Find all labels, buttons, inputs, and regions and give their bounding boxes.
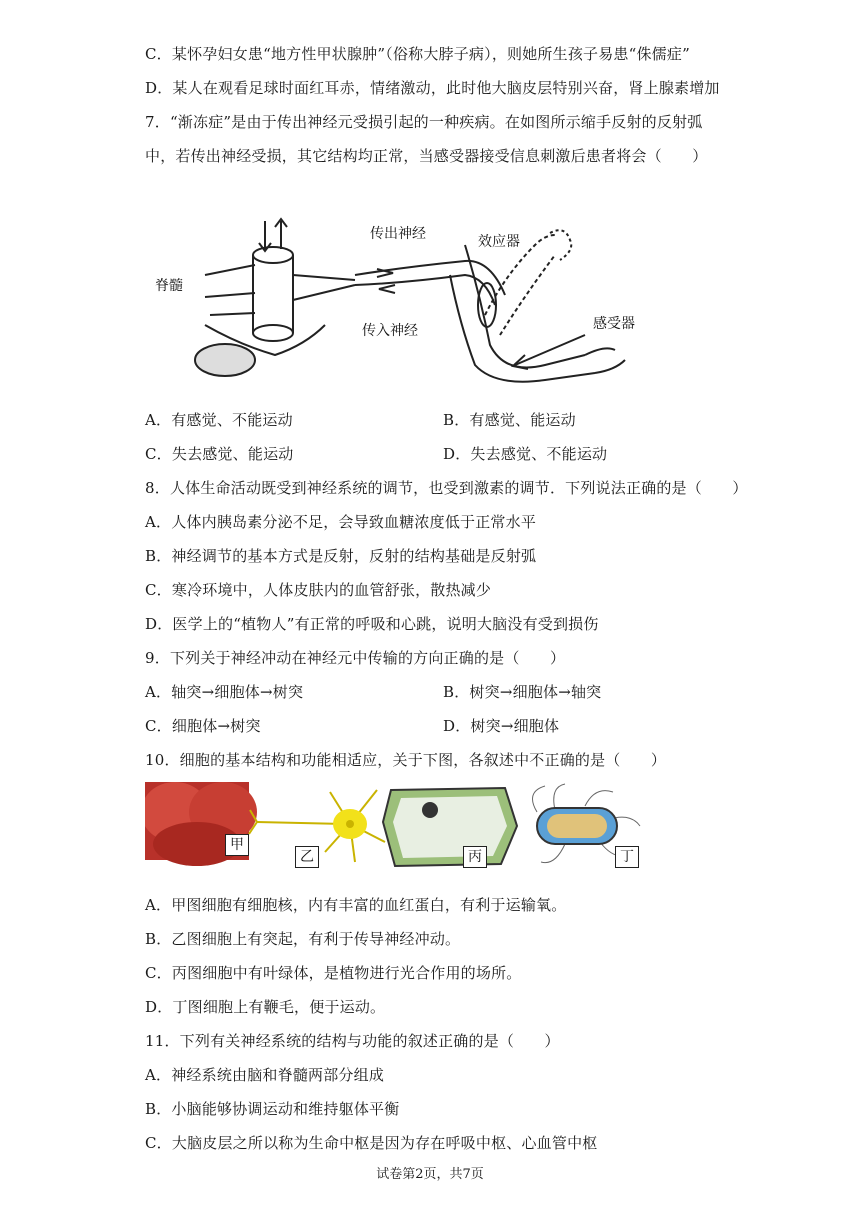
label-efferent-nerve: 传出神经 — [370, 226, 426, 242]
q10-option-b: B．乙图细胞上有突起，有利于传导神经冲动。 — [145, 930, 461, 948]
label-afferent-nerve: 传入神经 — [362, 323, 418, 339]
page-footer: 试卷第2页，共7页 — [376, 1167, 484, 1182]
q8-option-a: A．人体内胰岛素分泌不足，会导致血糖浓度低于正常水平 — [145, 513, 537, 531]
q10-option-a: A．甲图细胞有细胞核，内有丰富的血红蛋白，有利于运输氧。 — [145, 896, 567, 914]
cells-drawing — [145, 782, 650, 872]
cell-tag-bing: 丙 — [463, 846, 487, 868]
q10-option-d: D．丁图细胞上有鞭毛，便于运动。 — [145, 998, 386, 1016]
q10-option-c: C．丙图细胞中有叶绿体，是植物进行光合作用的场所。 — [145, 964, 522, 982]
q11-option-c: C．大脑皮层之所以称为生命中枢是因为存在呼吸中枢、心血管中枢 — [145, 1134, 598, 1152]
q8-option-d: D．医学上的“植物人”有正常的呼吸和心跳，说明大脑没有受到损伤 — [145, 615, 599, 633]
label-effector: 效应器 — [478, 234, 520, 250]
q9-option-a: A．轴突→细胞体→树突 — [145, 683, 304, 701]
q9-stem: 9．下列关于神经冲动在神经元中传输的方向正确的是（ ） — [145, 649, 566, 667]
q11-option-b: B．小脑能够协调运动和维持躯体平衡 — [145, 1100, 400, 1118]
q7-option-c: C．失去感觉、能运动 — [145, 445, 294, 463]
q8-option-b: B．神经调节的基本方式是反射，反射的结构基础是反射弧 — [145, 547, 537, 565]
q9-option-c: C．细胞体→树突 — [145, 717, 261, 735]
cell-tag-jia: 甲 — [225, 834, 249, 856]
cell-tag-yi: 乙 — [295, 846, 319, 868]
reflex-arc-figure — [145, 205, 645, 387]
label-spinal-cord: 脊髓 — [155, 278, 183, 294]
q7-stem-line1: 7．“渐冻症”是由于传出神经元受损引起的一种疾病。在如图所示缩手反射的反射弧 — [145, 113, 703, 131]
q9-option-b: B．树突→细胞体→轴突 — [443, 683, 602, 701]
q7-option-a: A．有感觉、不能运动 — [145, 411, 293, 429]
q6-option-d: D．某人在观看足球时面红耳赤，情绪激动，此时他大脑皮层特别兴奋，肾上腺素增加 — [145, 79, 720, 97]
q11-option-a: A．神经系统由脑和脊髓两部分组成 — [145, 1066, 385, 1084]
q7-stem-line2: 中，若传出神经受损，其它结构均正常，当感受器接受信息刺激后患者将会（ ） — [145, 147, 708, 165]
cells-figure — [145, 782, 650, 872]
q8-stem: 8．人体生命活动既受到神经系统的调节，也受到激素的调节．下列说法正确的是（ ） — [145, 479, 748, 497]
q6-option-c: C．某怀孕妇女患“地方性甲状腺肿”（俗称大脖子病），则她所生孩子易患“侏儒症” — [145, 45, 690, 63]
q8-option-c: C．寒冷环境中，人体皮肤内的血管舒张，散热减少 — [145, 581, 492, 599]
q9-option-d: D．树突→细胞体 — [443, 717, 560, 735]
cell-tag-ding: 丁 — [615, 846, 639, 868]
q7-option-d: D．失去感觉、不能运动 — [443, 445, 608, 463]
q7-option-b: B．有感觉、能运动 — [443, 411, 576, 429]
q11-stem: 11．下列有关神经系统的结构与功能的叙述正确的是（ ） — [145, 1032, 560, 1050]
q10-stem: 10．细胞的基本结构和功能相适应，关于下图，各叙述中不正确的是（ ） — [145, 751, 667, 769]
label-receptor: 感受器 — [593, 316, 635, 332]
